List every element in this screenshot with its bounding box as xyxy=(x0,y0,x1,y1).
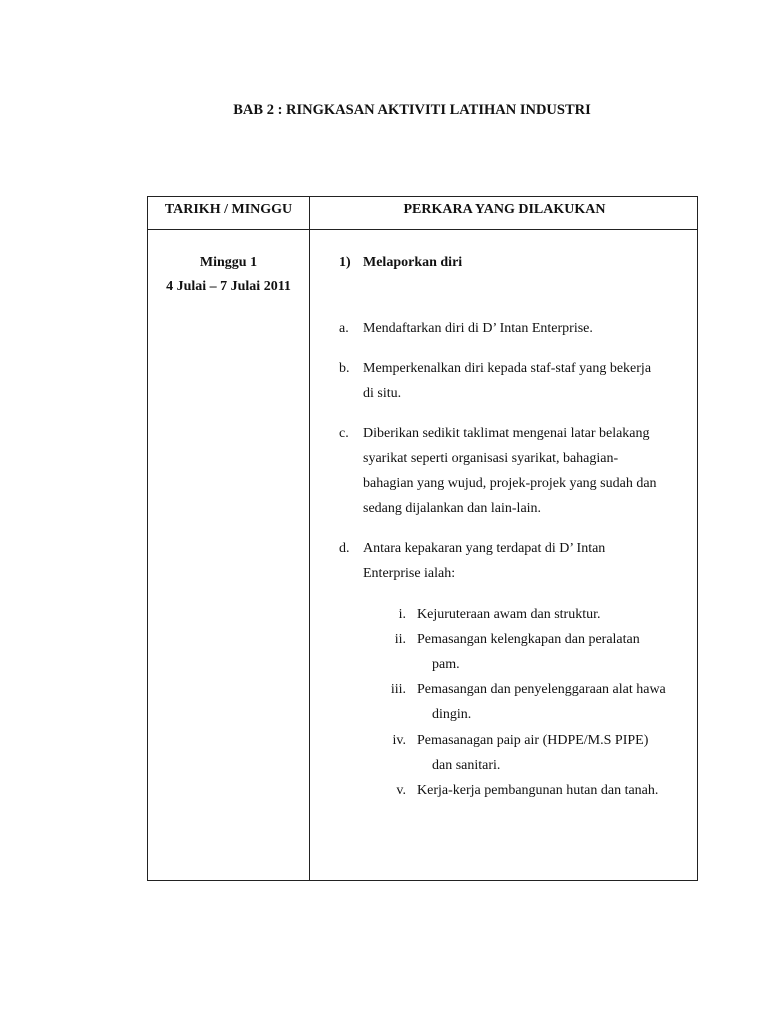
item-text-line: Antara kepakaran yang terdapat di D’ Intan xyxy=(363,541,606,556)
subitem-text-line: Kerja-kerja pembangunan hutan dan tanah. xyxy=(417,783,659,798)
item-marker: b. xyxy=(339,361,350,376)
subitem-marker: i. xyxy=(398,607,406,622)
section-title: Melaporkan diri xyxy=(363,255,463,270)
header-date-week: TARIKH / MINGGU xyxy=(164,202,293,217)
item-text-line: sedang dijalankan dan lain-lain. xyxy=(363,501,542,516)
week-label: Minggu 1 xyxy=(199,255,258,270)
item-text-line: Diberikan sedikit taklimat mengenai latar belakang xyxy=(363,426,650,441)
subitem-marker: ii. xyxy=(394,632,406,647)
item-text-line: Mendaftarkan diri di D’ Intan Enterprise. xyxy=(363,321,593,336)
subitem-text-line: Pemasangan kelengkapan dan peralatan xyxy=(417,632,640,647)
week-dates: 4 Julai – 7 Julai 2011 xyxy=(166,279,291,294)
item-text-line: Enterprise ialah: xyxy=(363,566,456,581)
header-divider xyxy=(148,229,697,230)
item-text-line: syarikat seperti organisasi syarikat, bahagian- xyxy=(363,451,619,466)
subitem-marker: iii. xyxy=(390,682,406,697)
item-marker: a. xyxy=(339,321,349,336)
subitem-marker: iv. xyxy=(392,733,406,748)
item-text-line: Memperkenalkan diri kepada staf-staf yang bekerja xyxy=(363,361,652,376)
page-title: BAB 2 : RINGKASAN AKTIVITI LATIHAN INDUSTRI xyxy=(233,102,591,118)
subitem-text-line: pam. xyxy=(432,657,460,672)
subitem-text-line: Pemasangan dan penyelenggaraan alat hawa xyxy=(417,682,666,697)
item-text-line: bahagian yang wujud, projek-projek yang sudah dan xyxy=(363,476,657,491)
subitem-marker: v. xyxy=(396,783,406,798)
item-marker: d. xyxy=(339,541,350,556)
item-marker: c. xyxy=(339,426,349,441)
item-text-line: di situ. xyxy=(363,386,402,401)
activity-table xyxy=(147,196,698,881)
header-activities: PERKARA YANG DILAKUKAN xyxy=(403,202,606,217)
subitem-text-line: dan sanitari. xyxy=(432,758,501,773)
subitem-text-line: Kejuruteraan awam dan struktur. xyxy=(417,607,601,622)
subitem-text-line: dingin. xyxy=(432,707,472,722)
column-divider xyxy=(309,197,310,880)
section-number: 1) xyxy=(339,255,351,270)
subitem-text-line: Pemasanagan paip air (HDPE/M.S PIPE) xyxy=(417,733,649,748)
